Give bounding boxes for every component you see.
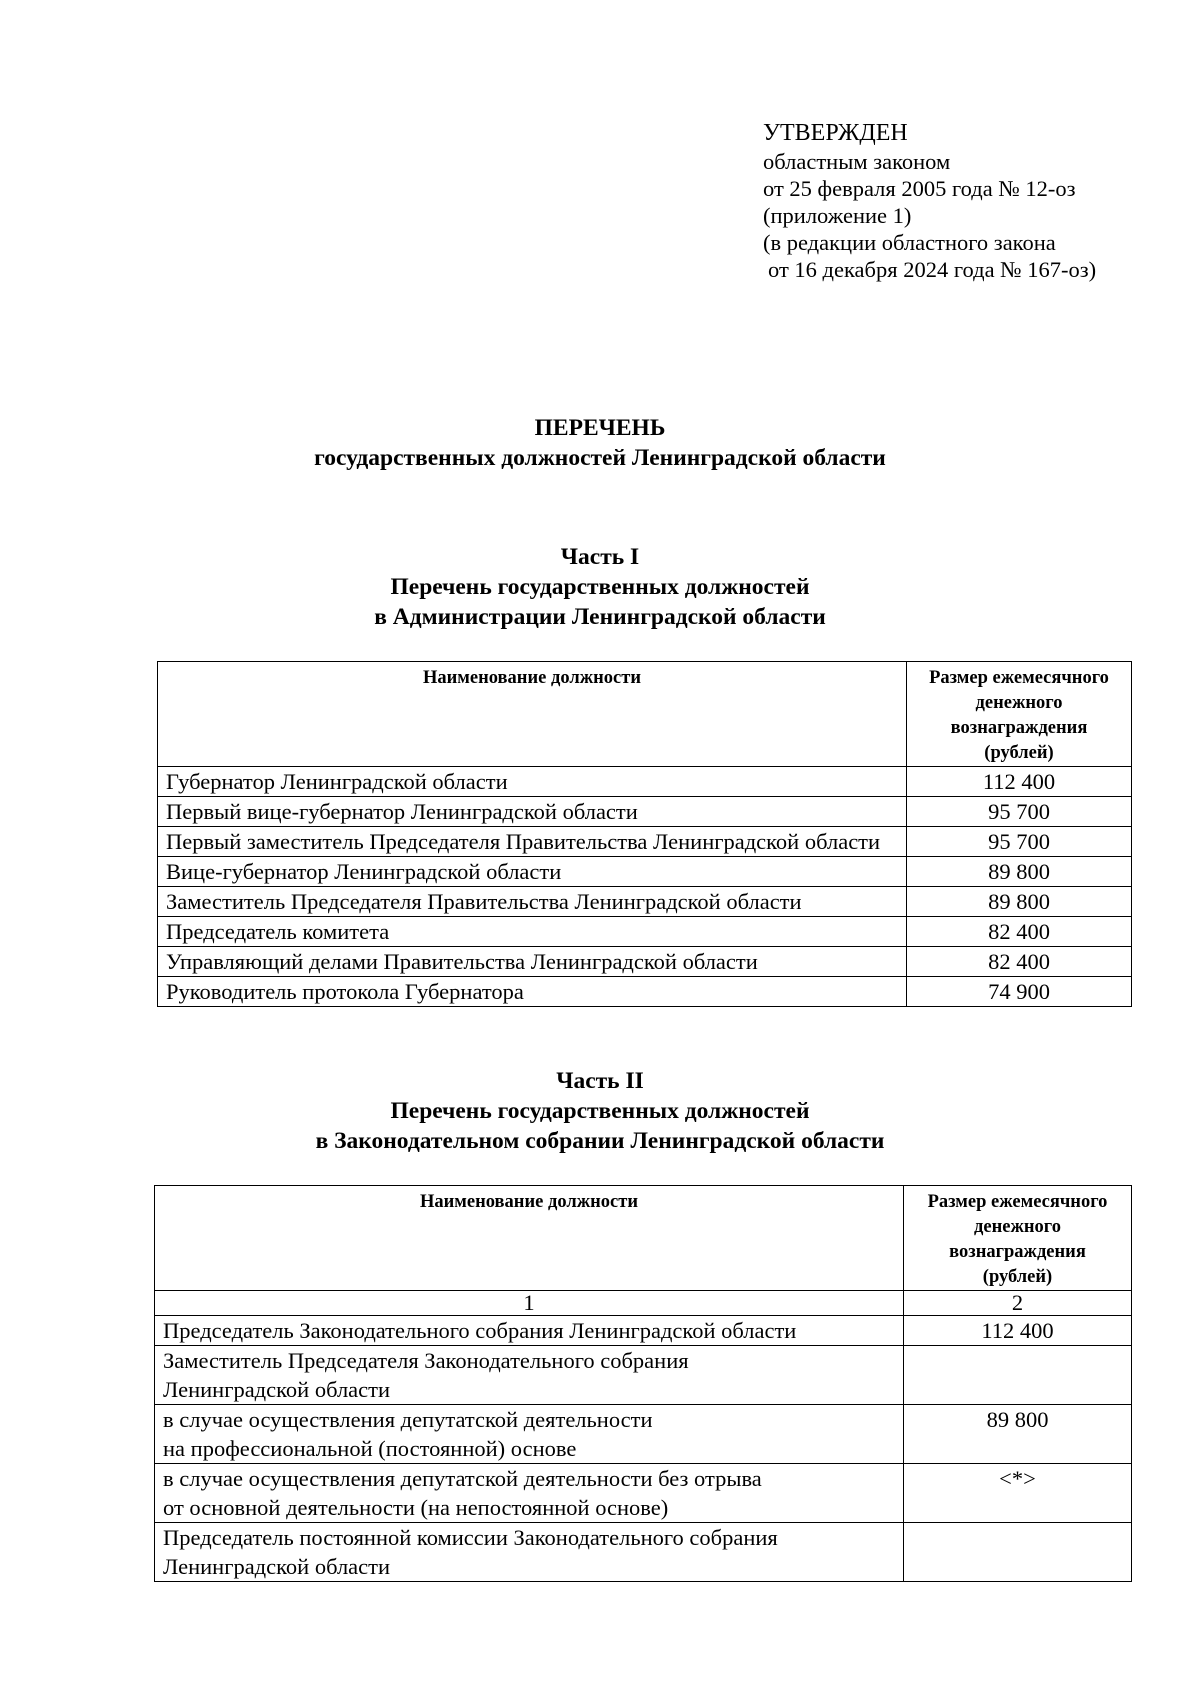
table-row: [155, 1464, 1132, 1523]
position-name: [155, 1346, 904, 1405]
position-pay: 82 400: [907, 947, 1132, 977]
position-pay: 74 900: [907, 977, 1132, 1007]
approval-title: УТВЕРЖДЕН: [763, 120, 908, 146]
header-pay-line: Размер ежемесячного: [927, 1192, 1108, 1212]
position-name-line: Председатель постоянной комиссии Законодательного собрания: [163, 1525, 778, 1550]
position-name: Первый вице-губернатор Ленинградской области: [158, 797, 907, 827]
table-row: [158, 827, 1132, 857]
position-name: Первый заместитель Председателя Правительства Ленинградской области: [158, 827, 907, 857]
document-heading: [0, 413, 1200, 473]
table-row: [155, 1346, 1132, 1405]
approval-line: (в редакции областного закона: [763, 230, 1056, 255]
position-name: [155, 1316, 904, 1346]
table-row: [158, 917, 1132, 947]
header-pay-line: Размер ежемесячного: [929, 668, 1109, 688]
position-name: [155, 1523, 904, 1582]
position-pay: 82 400: [907, 917, 1132, 947]
part2-heading: [0, 1066, 1200, 1156]
position-name-line: Председатель Законодательного собрания Ленинградской области: [163, 1318, 797, 1343]
table-row: [158, 857, 1132, 887]
header-pay-line: (рублей): [984, 743, 1054, 763]
position-name: Вице-губернатор Ленинградской области: [158, 857, 907, 887]
document-subtitle: государственных должностей Ленинградской области: [314, 445, 886, 471]
position-name: [155, 1464, 904, 1523]
approval-line: от 16 декабря 2024 года № 167-оз): [768, 257, 1097, 282]
position-name: Управляющий делами Правительства Ленинградской области: [158, 947, 907, 977]
position-name: Руководитель протокола Губернатора: [158, 977, 907, 1007]
table-row: [155, 1523, 1132, 1582]
table-header-row: [155, 1186, 1132, 1291]
position-name: [155, 1405, 904, 1464]
column-number-row: [155, 1291, 1132, 1316]
position-pay: 89 800: [907, 887, 1132, 917]
part1-title-line: в Администрации Ленинградской области: [374, 604, 826, 630]
table-row: [158, 797, 1132, 827]
document-title: ПЕРЕЧЕНЬ: [534, 415, 666, 441]
header-pay-line: денежного: [975, 693, 1063, 713]
table-header-row: [158, 662, 1132, 767]
approval-line: (приложение 1): [763, 203, 912, 228]
column-header-name: Наименование должности: [158, 662, 907, 767]
table-row: [158, 977, 1132, 1007]
position-pay: 95 700: [907, 797, 1132, 827]
part2-title-line: Перечень государственных должностей: [390, 1098, 810, 1124]
approval-line: от 25 февраля 2005 года № 12-оз: [763, 176, 1076, 201]
position-name-line: от основной деятельности (на непостоянной основе): [163, 1495, 669, 1520]
column-header-pay: [907, 662, 1132, 767]
table-row: [158, 767, 1132, 797]
part1-heading: [0, 542, 1200, 632]
table-row: [155, 1405, 1132, 1464]
position-pay: 89 800: [907, 857, 1132, 887]
position-name: Председатель комитета: [158, 917, 907, 947]
position-pay: 95 700: [907, 827, 1132, 857]
header-pay-line: вознаграждения: [949, 1242, 1086, 1262]
position-name-line: в случае осуществления депутатской деятельности без отрыва: [163, 1466, 762, 1491]
position-name: Губернатор Ленинградской области: [158, 767, 907, 797]
position-pay: 112 400: [907, 767, 1132, 797]
position-name-line: на профессиональной (постоянной) основе: [163, 1436, 577, 1461]
column-header-pay: [904, 1186, 1132, 1291]
approval-line: областным законом: [763, 149, 951, 174]
part1-label: Часть I: [560, 544, 640, 570]
position-pay: 112 400: [904, 1316, 1132, 1346]
part2-table: [154, 1185, 1132, 1582]
table-row: [158, 947, 1132, 977]
position-name: Заместитель Председателя Правительства Ленинградской области: [158, 887, 907, 917]
column-header-name: Наименование должности: [155, 1186, 904, 1291]
position-pay: [904, 1346, 1132, 1405]
approval-block: [763, 118, 1096, 283]
part1-title-line: Перечень государственных должностей: [390, 574, 810, 600]
position-name-line: Ленинградской области: [163, 1377, 391, 1402]
column-number: 2: [904, 1291, 1132, 1316]
header-pay-line: (рублей): [982, 1267, 1053, 1287]
header-pay-line: денежного: [974, 1217, 1061, 1237]
part1-table: [157, 661, 1132, 1007]
position-pay: 89 800: [904, 1405, 1132, 1464]
position-name-line: Ленинградской области: [163, 1554, 391, 1579]
table-row: [155, 1316, 1132, 1346]
position-pay: [904, 1523, 1132, 1582]
position-name-line: в случае осуществления депутатской деятельности: [163, 1407, 653, 1432]
header-pay-line: вознаграждения: [950, 718, 1088, 738]
table-row: [158, 887, 1132, 917]
part2-title-line: в Законодательном собрании Ленинградской области: [315, 1128, 885, 1154]
position-pay: <*>: [904, 1464, 1132, 1523]
position-name-line: Заместитель Председателя Законодательного собрания: [163, 1348, 689, 1373]
column-number: 1: [155, 1291, 904, 1316]
part2-label: Часть II: [556, 1068, 644, 1094]
